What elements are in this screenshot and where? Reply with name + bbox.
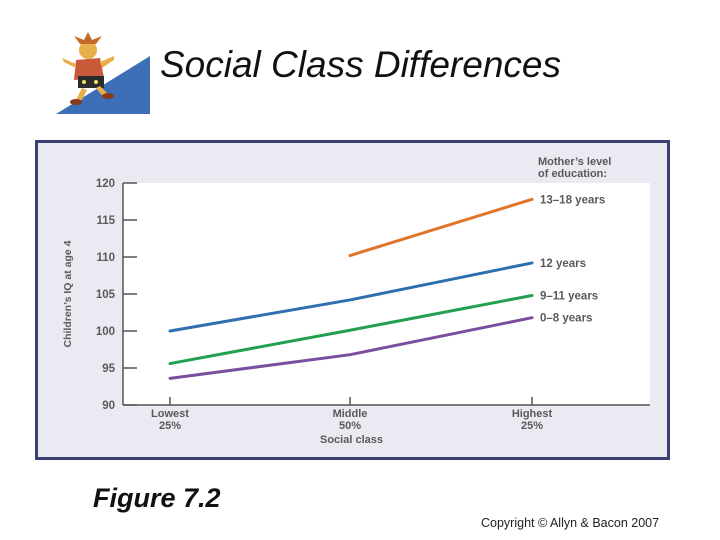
legend-title-line1: Mother’s level [538, 156, 612, 168]
x-tick-label: Middle [332, 408, 368, 420]
y-tick-label: 115 [96, 215, 115, 227]
series-label: 9–11 years [540, 290, 599, 303]
x-tick-label-sub: 25% [158, 420, 182, 432]
figure-label: Figure 7.2 [93, 483, 221, 513]
series-label: 13–18 years [540, 194, 606, 207]
legend-title-line2: of education: [538, 168, 608, 180]
slide-title: Social Class Differences [160, 44, 561, 85]
y-tick-label: 105 [95, 289, 115, 301]
series-label: 12 years [540, 257, 587, 270]
copyright-text: Copyright © Allyn & Bacon 2007 [481, 516, 660, 530]
x-axis-title: Social class [320, 434, 383, 446]
x-tick-label: Highest [511, 408, 553, 420]
x-tick-label-sub: 50% [338, 420, 362, 432]
y-tick-label: 95 [102, 363, 115, 375]
y-axis-title: Children’s IQ at age 4 [62, 240, 74, 348]
y-tick-label: 90 [102, 400, 115, 412]
series-label: 0–8 years [540, 312, 593, 325]
x-tick-label: Lowest [151, 408, 189, 420]
y-tick-label: 110 [96, 252, 115, 264]
x-tick-label-sub: 25% [520, 420, 544, 432]
child-on-ramp-icon [54, 30, 152, 116]
chart-frame [35, 140, 670, 460]
y-tick-label: 100 [95, 326, 115, 338]
y-tick-label: 120 [95, 178, 115, 190]
iq-line-chart [38, 143, 667, 457]
